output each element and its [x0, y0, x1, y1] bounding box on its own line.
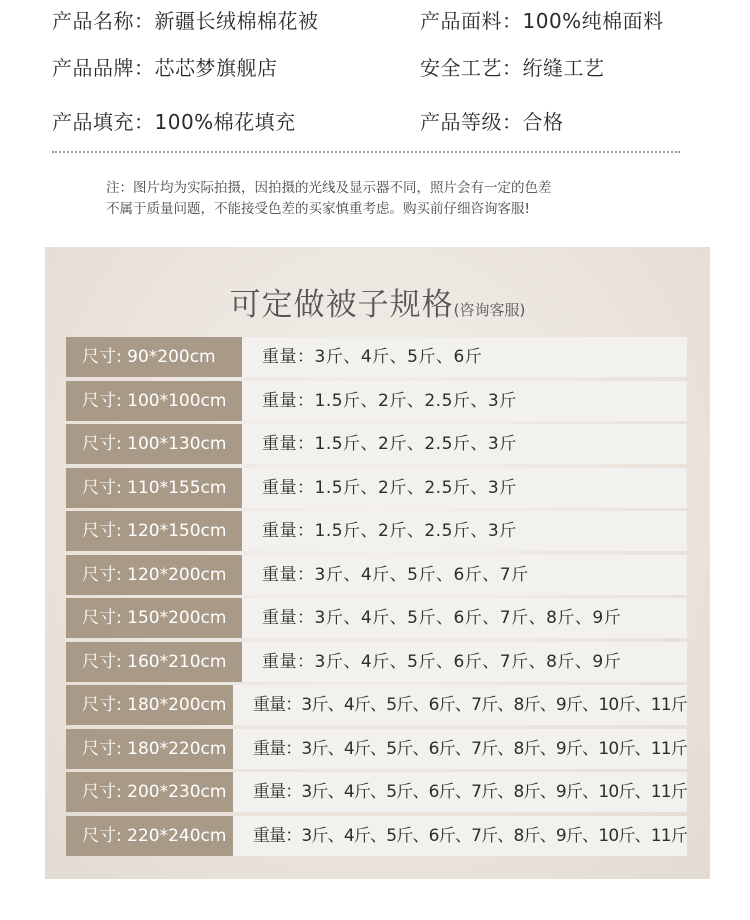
info-value: 绗缝工艺 [522, 56, 605, 80]
weight-cell: 重量：1.5斤、2斤、2.5斤、3斤 [242, 511, 687, 551]
weight-cell: 重量：3斤、4斤、5斤、6斤 [242, 337, 687, 377]
note-text-1: 图片均为实际拍摄，因拍摄的光线及显示器不同，照片会有一定的色差 [133, 180, 552, 196]
spec-subtitle: (咨询客服) [453, 301, 526, 319]
spec-row [66, 468, 687, 508]
size-cell: 尺寸: 150*200cm [66, 598, 242, 638]
size-cell: 尺寸: 220*240cm [66, 816, 233, 856]
weight-cell: 重量：3斤、4斤、5斤、6斤、7斤 [242, 555, 687, 595]
spec-row [66, 772, 687, 812]
info-value: 100%棉花填充 [154, 110, 296, 134]
info-label: 产品名称： [52, 9, 155, 33]
info-label: 产品填充： [52, 110, 155, 134]
spec-title [45, 279, 710, 324]
product-filling [52, 106, 296, 135]
info-label: 安全工艺： [420, 56, 523, 80]
weight-cell: 重量：3斤、4斤、5斤、6斤、7斤、8斤、9斤、10斤、11斤 [233, 685, 687, 725]
size-cell: 尺寸: 100*100cm [66, 381, 242, 421]
product-fabric [420, 5, 664, 34]
size-cell: 尺寸: 180*200cm [66, 685, 233, 725]
spec-row [66, 337, 687, 377]
product-name [52, 5, 319, 34]
spec-row [66, 511, 687, 551]
weight-cell: 重量：1.5斤、2斤、2.5斤、3斤 [242, 468, 687, 508]
size-cell: 尺寸: 110*155cm [66, 468, 242, 508]
dotted-divider [52, 151, 680, 153]
spec-row [66, 729, 687, 769]
note-label: 注： [106, 180, 133, 196]
weight-cell: 重量：1.5斤、2斤、2.5斤、3斤 [242, 381, 687, 421]
weight-cell: 重量：3斤、4斤、5斤、6斤、7斤、8斤、9斤、10斤、11斤 [233, 772, 687, 812]
product-craft [420, 52, 605, 81]
info-value: 100%纯棉面料 [522, 9, 664, 33]
size-cell: 尺寸: 200*230cm [66, 772, 233, 812]
spec-panel [45, 247, 710, 879]
size-cell: 尺寸: 180*220cm [66, 729, 233, 769]
size-cell: 尺寸: 100*130cm [66, 424, 242, 464]
note-line-2: 不属于质量问题，不能接受色差的买家慎重考虑。购买前仔细咨询客服! [106, 201, 530, 217]
spec-title-text: 可定做被子规格 [229, 287, 454, 323]
weight-cell: 重量：3斤、4斤、5斤、6斤、7斤、8斤、9斤、10斤、11斤 [233, 729, 687, 769]
spec-row [66, 598, 687, 638]
size-cell: 尺寸: 120*200cm [66, 555, 242, 595]
info-label: 产品等级： [420, 110, 523, 134]
spec-row [66, 381, 687, 421]
size-cell: 尺寸: 120*150cm [66, 511, 242, 551]
photo-note [106, 178, 666, 220]
info-value: 芯芯梦旗舰店 [154, 56, 278, 80]
weight-cell: 重量：3斤、4斤、5斤、6斤、7斤、8斤、9斤 [242, 642, 687, 682]
weight-cell: 重量：3斤、4斤、5斤、6斤、7斤、8斤、9斤、10斤、11斤 [233, 816, 687, 856]
size-cell: 尺寸: 160*210cm [66, 642, 242, 682]
product-grade [420, 106, 564, 135]
weight-cell: 重量：1.5斤、2斤、2.5斤、3斤 [242, 424, 687, 464]
spec-row [66, 424, 687, 464]
size-cell: 尺寸: 90*200cm [66, 337, 242, 377]
product-brand [52, 52, 278, 81]
note-line-1 [106, 178, 666, 199]
spec-row [66, 642, 687, 682]
info-value: 合格 [522, 110, 564, 134]
info-value: 新疆长绒棉棉花被 [154, 9, 319, 33]
weight-cell: 重量：3斤、4斤、5斤、6斤、7斤、8斤、9斤 [242, 598, 687, 638]
info-label: 产品品牌： [52, 56, 155, 80]
spec-row [66, 685, 687, 725]
spec-row [66, 816, 687, 856]
info-label: 产品面料： [420, 9, 523, 33]
spec-row [66, 555, 687, 595]
